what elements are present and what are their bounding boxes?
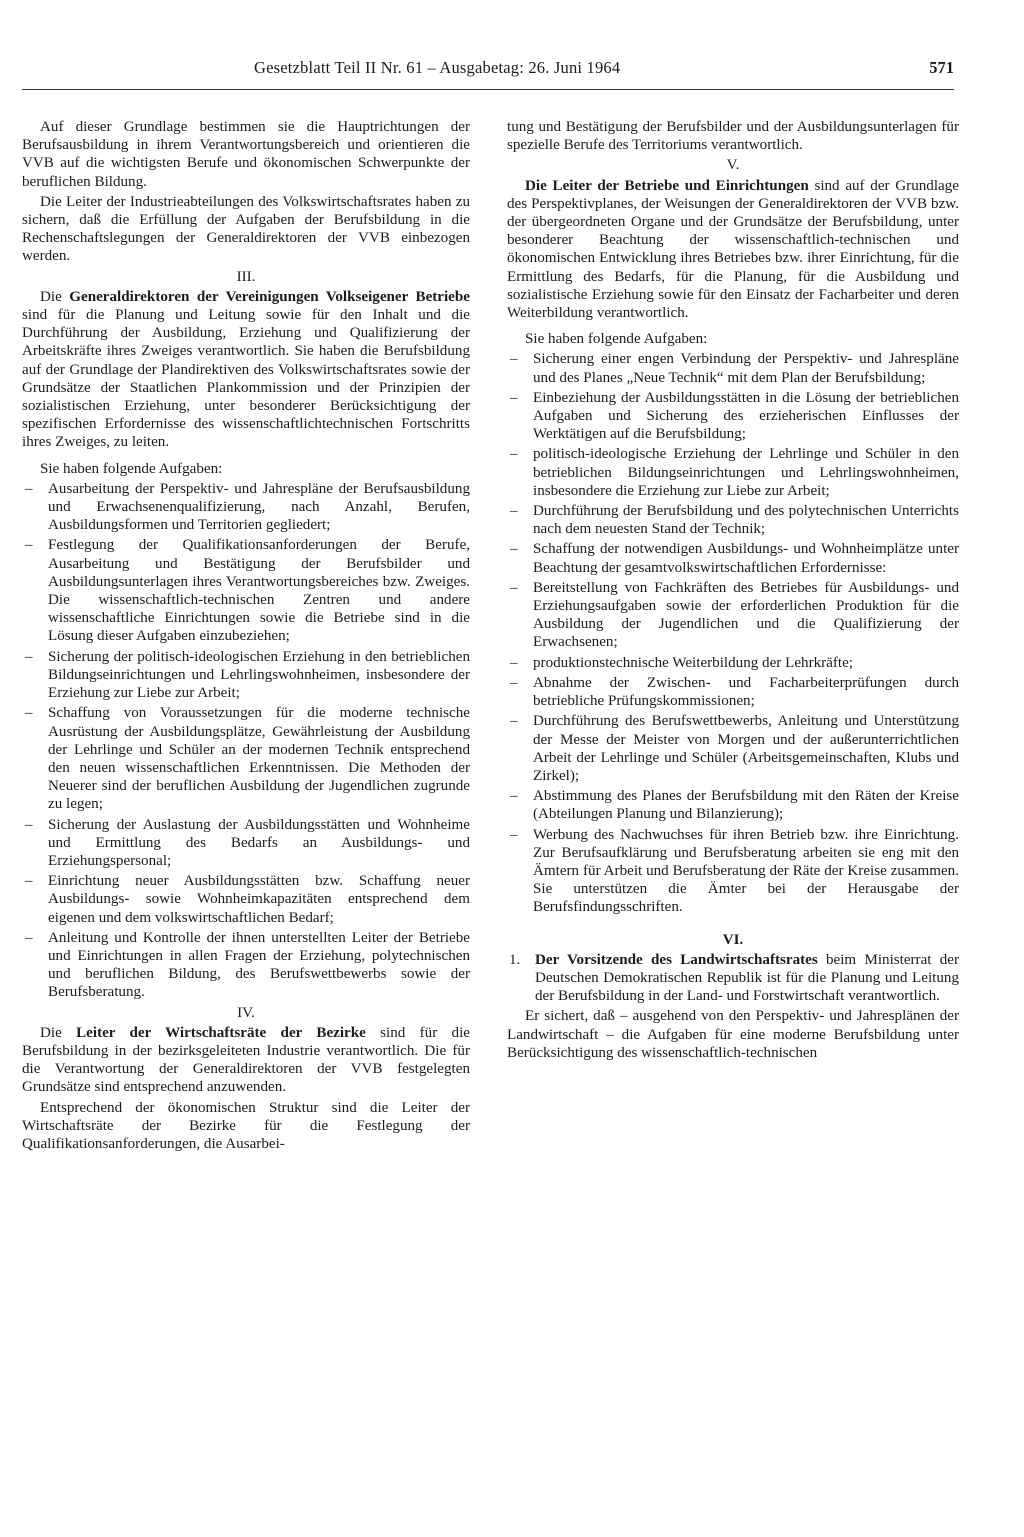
left-column	[22, 118, 470, 1155]
paragraph: Entsprechend der ökonomischen Struktur sind die Leiter der Wirtschaftsräte der Bezirke für die Festlegung der Qualifikationsanforderungen, die Ausarbei-	[22, 1099, 470, 1152]
text-span: sind für die Berufsbildung in der bezirksgeleiteten Industrie verantwortlich. Die für die Verantwortung der Generaldirektoren der VVB festgelegten Grundsätze sind entsprechend anzuwenden.	[22, 1024, 470, 1096]
bold-term: Die Leiter der Betriebe und Einrichtungen	[525, 177, 809, 194]
list-item: – Sicherung der politisch-ideologischen Erziehung in den betrieblichen Bildungseinrichtungen und Lehrlingswohnheimen, insbesondere der Erziehung zur Liebe zur Arbeit;	[22, 648, 470, 703]
bold-term: Generaldirektoren der Vereinigungen Volkseigener Betriebe	[69, 288, 470, 305]
paragraph	[22, 1024, 470, 1097]
paragraph: Die Leiter der Industrieabteilungen des Volkswirtschaftsrates haben zu sichern, daß die Erfüllung der Aufgaben der Berufsbildung in die Rechenschaftslegungen der Generaldirektoren der VVB einbezogen werden.	[22, 193, 470, 265]
section-heading: III.	[236, 268, 256, 285]
bold-term: Leiter der Wirtschaftsräte der Bezirke	[76, 1024, 366, 1041]
paragraph: Auf dieser Grundlage bestimmen sie die Hauptrichtungen der Berufsausbildung in ihrem Verantwortungsbereich und orientieren die VVB auf die wichtigsten Berufe und ökonomischen Schwerpunkte der beruflichen Bildung.	[22, 119, 470, 190]
text-span: Die	[40, 1024, 77, 1041]
list-item: – Werbung des Nachwuchses für ihren Betrieb bzw. ihre Einrichtung. Zur Berufsaufklärung und Berufsberatung arbeiten sie eng mit den Ämtern für Arbeit und Berufsberatung der Räte der Kreise zusammen. Sie unterstützen die Ämter bei der Herausgabe der Berufsfindungsschriften.	[507, 826, 959, 917]
section-heading: IV.	[237, 1004, 255, 1021]
text-span: sind für die Planung und Leitung sowie für den Inhalt und die Durchführung der Ausbildung, Erziehung und Qualifizierung der Arbeitskräfte ihres Zweiges verantwortlich. Sie haben die Berufsbildung auf der Grundlage der Plandirektiven des Volkswirtschaftsrates sowie der Grundsätze der Staatlichen Plankommission und der Prinzipien der sozialistischen Erziehung, unter besonderer Berücksichtigung der spezifischen Erfordernisse des wissenschaftlichtechnischen Fortschritts ihres Zweiges, zu leiten.	[22, 307, 470, 451]
list-item: – Einrichtung neuer Ausbildungsstätten bzw. Schaffung neuer Ausbildungs- sowie Wohnheimkapazitäten entsprechend dem eigenen und dem volkswirtschaftlichen Bedarf;	[22, 872, 470, 927]
page-number: 571	[929, 58, 954, 77]
list-item: – produktionstechnische Weiterbildung der Lehrkräfte;	[507, 654, 959, 672]
text-span: sind auf der Grundlage des Perspektivplanes, der Weisungen der Generaldirektoren der VVB bzw. der übergeordneten Organe und der Grundsätze der Berufsbildung, unter besonderer Beachtung der wissenschaftlich-technischen und ökonomischen Entwicklung ihres Betriebes bzw. ihrer Einrichtung, für die Ermittlung des Bedarfs, für die Planung, für die Ausbildung und sozialistische Erziehung sowie für den Einsatz der Facharbeiter und deren Weiterbildung verantwortlich.	[507, 177, 959, 322]
task-list	[22, 480, 470, 1002]
list-item: – Anleitung und Kontrolle der ihnen unterstellten Leiter der Betriebe und Einrichtungen in allen Fragen der Erziehung, polytechnischen und beruflichen Bildung, des Berufswettbewerbs sowie der Berufsberatung.	[22, 929, 470, 1002]
paragraph	[507, 177, 959, 323]
text-span: Die	[40, 288, 70, 305]
list-item: – Durchführung des Berufswettbewerbs, Anleitung und Unterstützung der Messe der Meister von Morgen und der außerunterrichtlichen Arbeit der Lehrlinge und Schüler (Arbeitsgemeinschaften, Klubs und Zirkel);	[507, 712, 959, 785]
list-item: – Bereitstellung von Fachkräften des Betriebes für Ausbildungs- und Erziehungsaufgaben sowie der erforderlichen Produktion für die Ausbildung der Jugendlichen und die Qualifizierung der Erwachsenen;	[507, 579, 959, 652]
list-item: – politisch-ideologische Erziehung der Lehrlinge und Schüler in den betrieblichen Bildungseinrichtungen und Lehrlingswohnheimen, insbesondere die Erziehung zur Liebe zur Arbeit;	[507, 445, 959, 500]
paragraph: Er sichert, daß – ausgehend von den Perspektiv- und Jahresplänen der Landwirtschaft – die Aufgaben für eine moderne Berufsbildung unter Berücksichtigung des wissenschaftlich-technischen	[507, 1008, 959, 1061]
section-heading: VI.	[722, 931, 744, 948]
item-text	[535, 951, 959, 1006]
item-number: 1.	[509, 951, 521, 968]
paragraph: Sie haben folgende Aufgaben:	[525, 331, 708, 348]
numbered-item	[507, 951, 959, 1006]
header-title: Gesetzblatt Teil II Nr. 61 – Ausgabetag: 26. Juni 1964	[254, 58, 621, 77]
bold-term: Der Vorsitzende des Landwirtschaftsrates	[535, 951, 818, 968]
paragraph: Sie haben folgende Aufgaben:	[40, 460, 223, 477]
paragraph	[22, 288, 470, 452]
list-item: – Sicherung einer engen Verbindung der Perspektiv- und Jahrespläne und des Planes „Neue Technik“ mit dem Plan der Berufsbildung;	[507, 350, 959, 386]
list-item: – Festlegung der Qualifikationsanforderungen der Berufe, Ausarbeitung und Bestätigung der Berufsbilder und Ausbildungsunterlagen ihres Verantwortungsbereiches bzw. Zweiges. Die wissenschaftlich-technischen Zentren und andere wissenschaftliche Einrichtungen sowie die Betriebe sind in die Lösung dieser Aufgaben einzubeziehen;	[22, 536, 470, 645]
list-item: – Schaffung der notwendigen Ausbildungs- und Wohnheimplätze unter Beachtung der gesamtvolkswirtschaftlichen Erfordernisse:	[507, 540, 959, 576]
list-item: – Einbeziehung der Ausbildungsstätten in die Lösung der betrieblichen Aufgaben und Sicherung des erzieherischen Einflusses der Werktätigen auf die Berufsbildung;	[507, 389, 959, 444]
task-list	[507, 350, 959, 916]
right-column	[507, 118, 959, 1064]
section-heading: V.	[726, 157, 740, 174]
list-item: – Schaffung von Voraussetzungen für die moderne technische Ausrüstung der Ausbildungsplätze, Gewährleistung der Ausbildung der Lehrlinge und Schüler an der modernen Technik entsprechend den neuen wissenschaftlichen Erkenntnissen. Die Methoden der Neuerer sind der beruflichen Ausbildung der Jugendlichen zugrunde zu legen;	[22, 704, 470, 813]
list-item: – Sicherung der Auslastung der Ausbildungsstätten und Wohnheime und Ermittlung des Bedarfs an Ausbildungs- und Erziehungspersonal;	[22, 816, 470, 871]
paragraph: tung und Bestätigung der Berufsbilder und der Ausbildungsunterlagen für spezielle Berufe des Territoriums verantwortlich.	[507, 119, 959, 154]
text-span: beim Ministerrat der Deutschen Demokratischen Republik ist für die Planung und Leitung der Berufsbildung in der Land- und Forstwirtschaft verantwortlich.	[535, 951, 960, 1005]
header-rule	[22, 89, 954, 90]
list-item: – Abnahme der Zwischen- und Facharbeiterprüfungen durch betriebliche Prüfungskommissionen;	[507, 674, 959, 710]
list-item: – Durchführung der Berufsbildung und des polytechnischen Unterrichts nach dem neuesten Stand der Technik;	[507, 502, 959, 538]
list-item: – Ausarbeitung der Perspektiv- und Jahrespläne der Berufsausbildung und Erwachsenenqualifizierung, nach Anzahl, Berufen, Ausbildungsformen und Territorien gegliedert;	[22, 480, 470, 535]
list-item: – Abstimmung des Planes der Berufsbildung mit den Räten der Kreise (Abteilungen Planung und Bilanzierung);	[507, 787, 959, 823]
page-header	[22, 58, 954, 88]
